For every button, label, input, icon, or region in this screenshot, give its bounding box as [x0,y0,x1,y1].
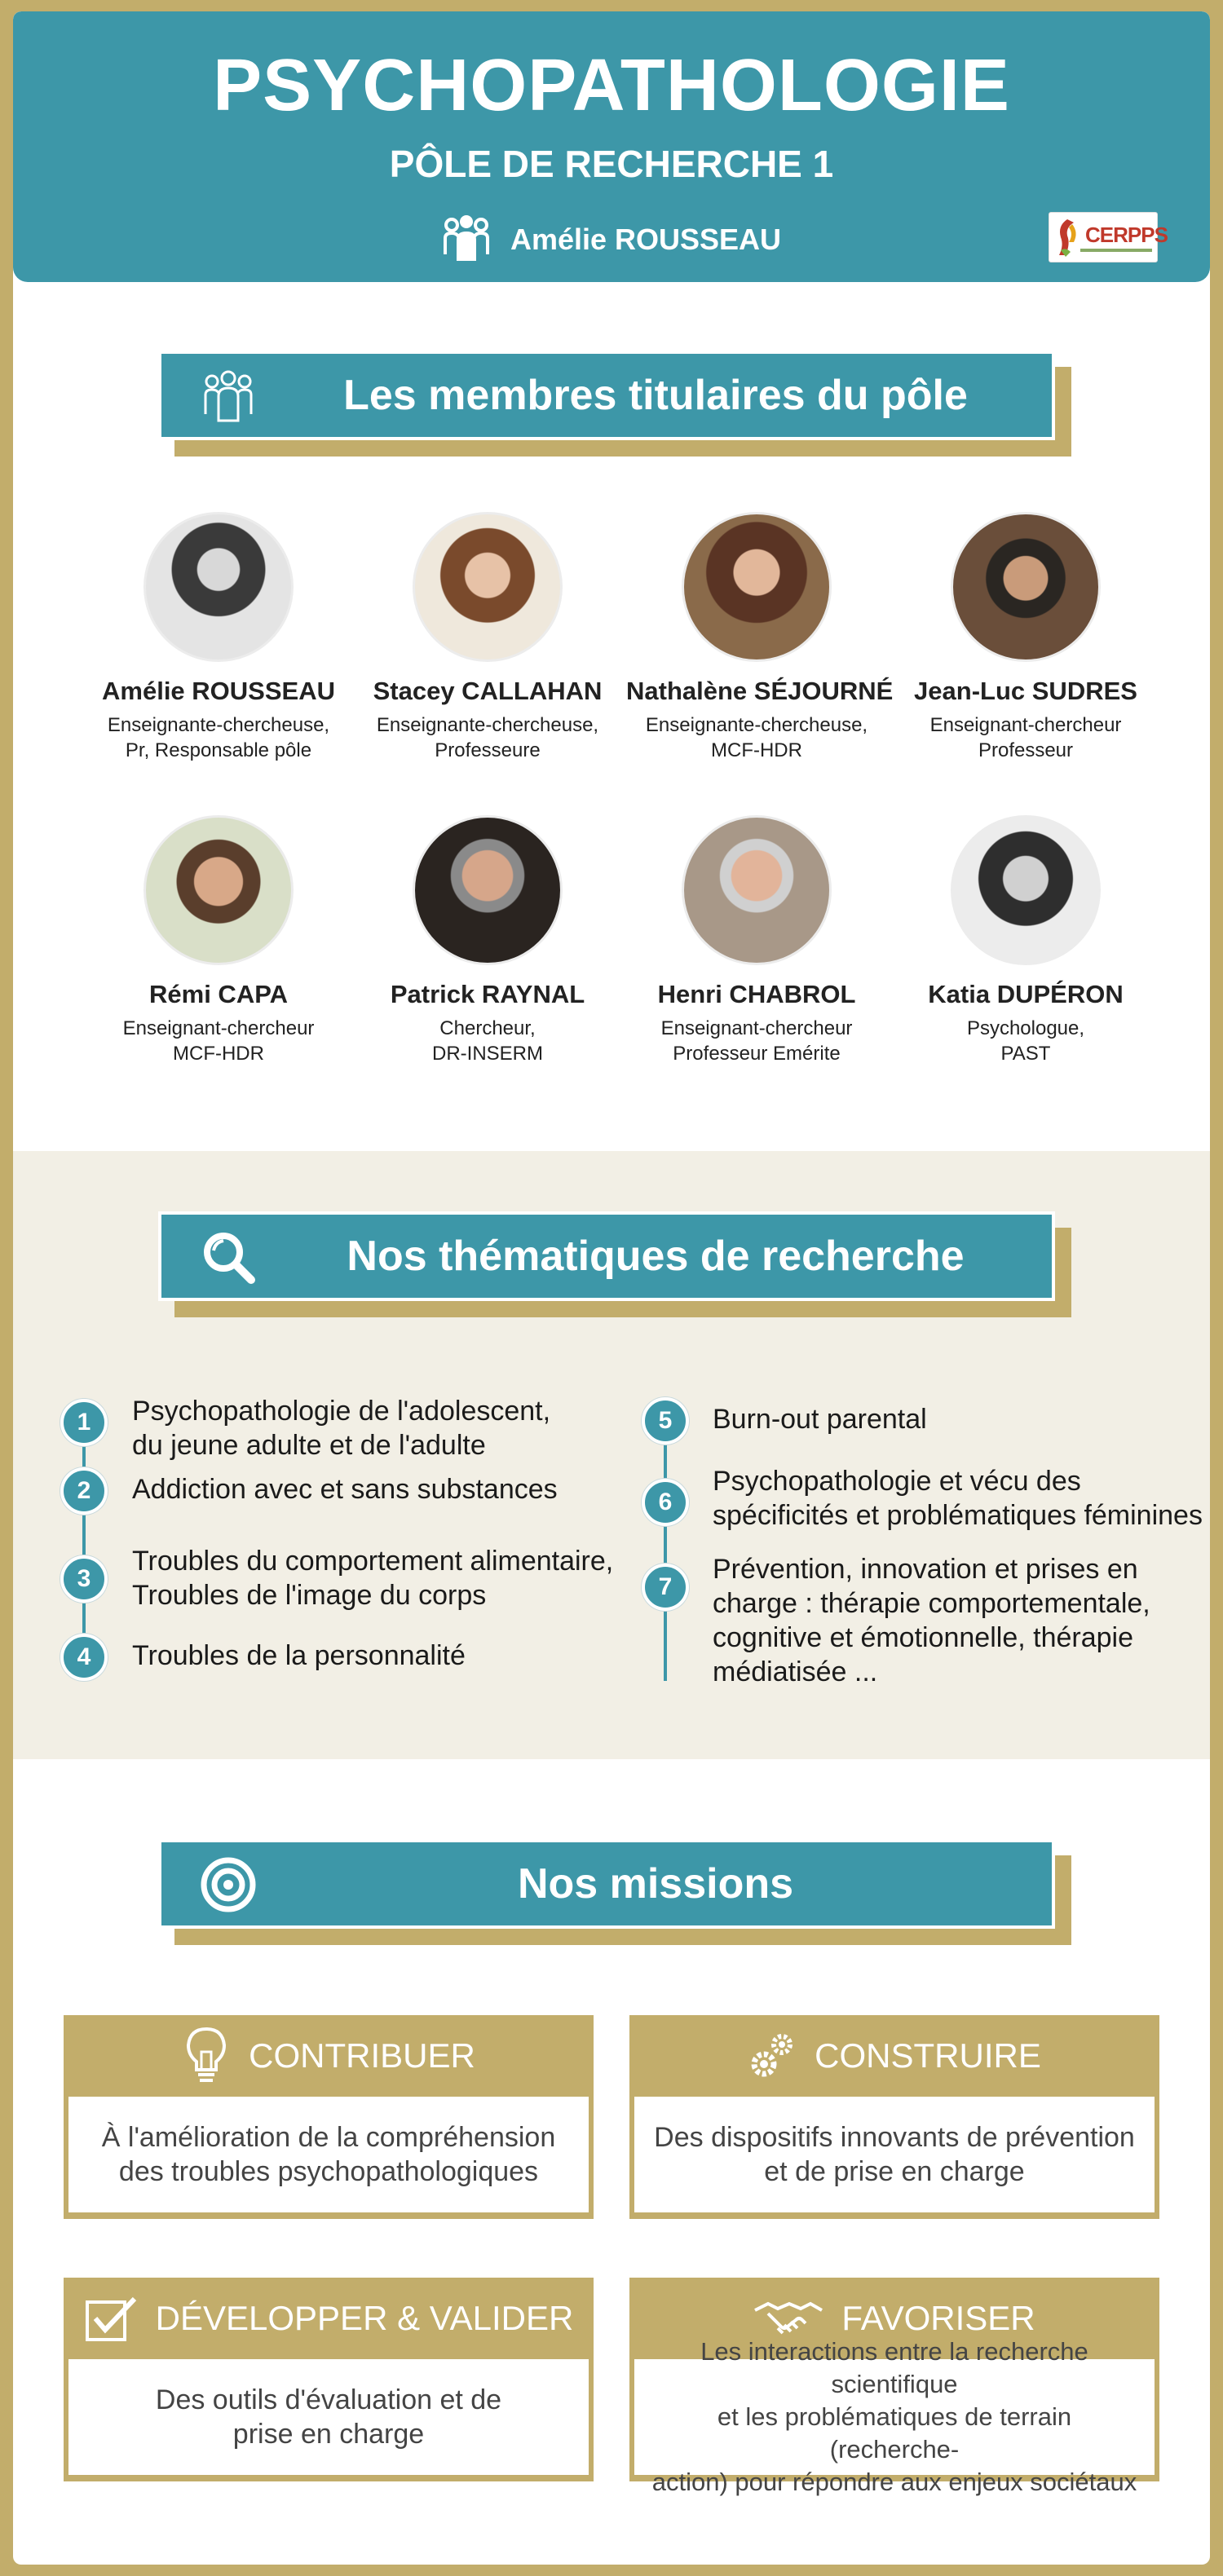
theme-number: 7 [642,1564,689,1611]
lightbulb-icon [182,2026,231,2086]
theme-text: Addiction avec et sans substances [132,1474,558,1505]
member-name: Rémi CAPA [149,980,288,1008]
member-name: Katia DUPÉRON [928,980,1124,1008]
member-name: Jean-Luc SUDRES [914,677,1137,705]
member-photo [682,815,832,965]
page-subtitle: PÔLE DE RECHERCHE 1 [389,143,834,185]
mission-title: CONSTRUIRE [815,2036,1041,2075]
mission-card [64,2015,594,2219]
header [13,11,1210,282]
member-name: Henri CHABROL [657,980,856,1008]
member-name: Nathalène SÉJOURNÉ [626,677,894,705]
cerpps-logo: CERPPS [1049,212,1158,262]
member-role: Enseignant-chercheur Professeur Emérite [660,1017,853,1065]
member-photo [413,815,563,965]
member-photo [951,815,1101,965]
author-name: Amélie ROUSSEAU [510,223,782,256]
member-name: Patrick RAYNAL [390,980,585,1008]
themes-banner [158,1211,1055,1301]
member-name: Amélie ROUSSEAU [102,677,335,705]
member-card [895,512,1156,763]
member-card [88,512,349,763]
checkbox-icon [84,2294,138,2343]
theme-text: Psychopathologie et vécu des spécificités et problématiques féminines [713,1466,1203,1531]
member-role: Enseignante-chercheuse, MCF-HDR [645,714,868,761]
theme-text: Psychopathologie de l'adolescent, du jeune adulte et de l'adulte [132,1396,551,1461]
member-role: Enseignant-chercheur Professeur [929,714,1122,761]
handshake-icon [753,2296,823,2341]
missions-title: Nos missions [517,1860,794,1908]
gears-icon [748,2030,797,2082]
member-name: Stacey CALLAHAN [373,677,603,705]
member-role: Chercheur, DR-INSERM [432,1017,543,1065]
themes-title: Nos thématiques de recherche [347,1233,965,1280]
theme-text: Troubles du comportement alimentaire, Troubles de l'image du corps [132,1546,614,1611]
theme-number: 4 [60,1634,108,1681]
team-icon [199,367,258,426]
theme-number: 5 [642,1397,689,1445]
theme-number: 6 [642,1479,689,1526]
theme-text: Prévention, innovation et prises en charge : thérapie comportementale, cognitive et émotionnelle, thérapie médiatisée ... [713,1554,1150,1687]
mission-text: Les interactions entre la recherche scientifique et les problématiques de terrain (recherche- action) pour répondre aux enjeux sociétaux [634,2359,1155,2475]
theme-number: 1 [60,1399,108,1446]
member-photo [951,512,1101,662]
theme-number: 3 [60,1555,108,1603]
member-card [357,815,618,1066]
member-photo [143,512,294,662]
target-icon [199,1855,258,1914]
mission-text: Des dispositifs innovants de prévention et de prise en charge [634,2097,1155,2212]
author-line [13,214,1210,266]
missions-banner [158,1839,1055,1929]
mission-text: À l'amélioration de la compréhension des troubles psychopathologiques [68,2097,589,2212]
member-card [895,815,1156,1066]
member-role: Enseignante-chercheuse, Professeure [376,714,599,761]
member-photo [413,512,563,662]
member-photo [143,815,294,965]
theme-text: Troubles de la personnalité [132,1640,466,1671]
mission-card [629,2015,1159,2219]
themes-connector [82,1422,86,1642]
members-banner [158,351,1055,440]
member-photo [682,512,832,662]
members-title: Les membres titulaires du pôle [343,372,968,419]
search-icon [199,1228,258,1286]
theme-text: Burn-out parental [713,1404,927,1435]
theme-number: 2 [60,1467,108,1515]
themes-connector [664,1422,667,1681]
member-role: Enseignante-chercheuse, Pr, Responsable pôle [107,714,330,761]
member-card [357,512,618,763]
mission-title: DÉVELOPPER & VALIDER [155,2299,574,2337]
mission-title: FAVORISER [841,2299,1035,2337]
member-card [88,815,349,1066]
member-role: Enseignant-chercheur MCF-HDR [122,1017,315,1065]
mission-title: CONTRIBUER [249,2036,475,2075]
mission-card [64,2278,594,2481]
member-role: Psychologue, PAST [966,1017,1085,1065]
page-title: PSYCHOPATHOLOGIE [213,45,1010,126]
mission-text: Des outils d'évaluation et de prise en charge [68,2359,589,2475]
mission-card [629,2278,1159,2496]
people-icon [442,214,491,266]
member-card [626,815,887,1066]
poster [13,11,1210,2565]
member-card [626,512,894,763]
